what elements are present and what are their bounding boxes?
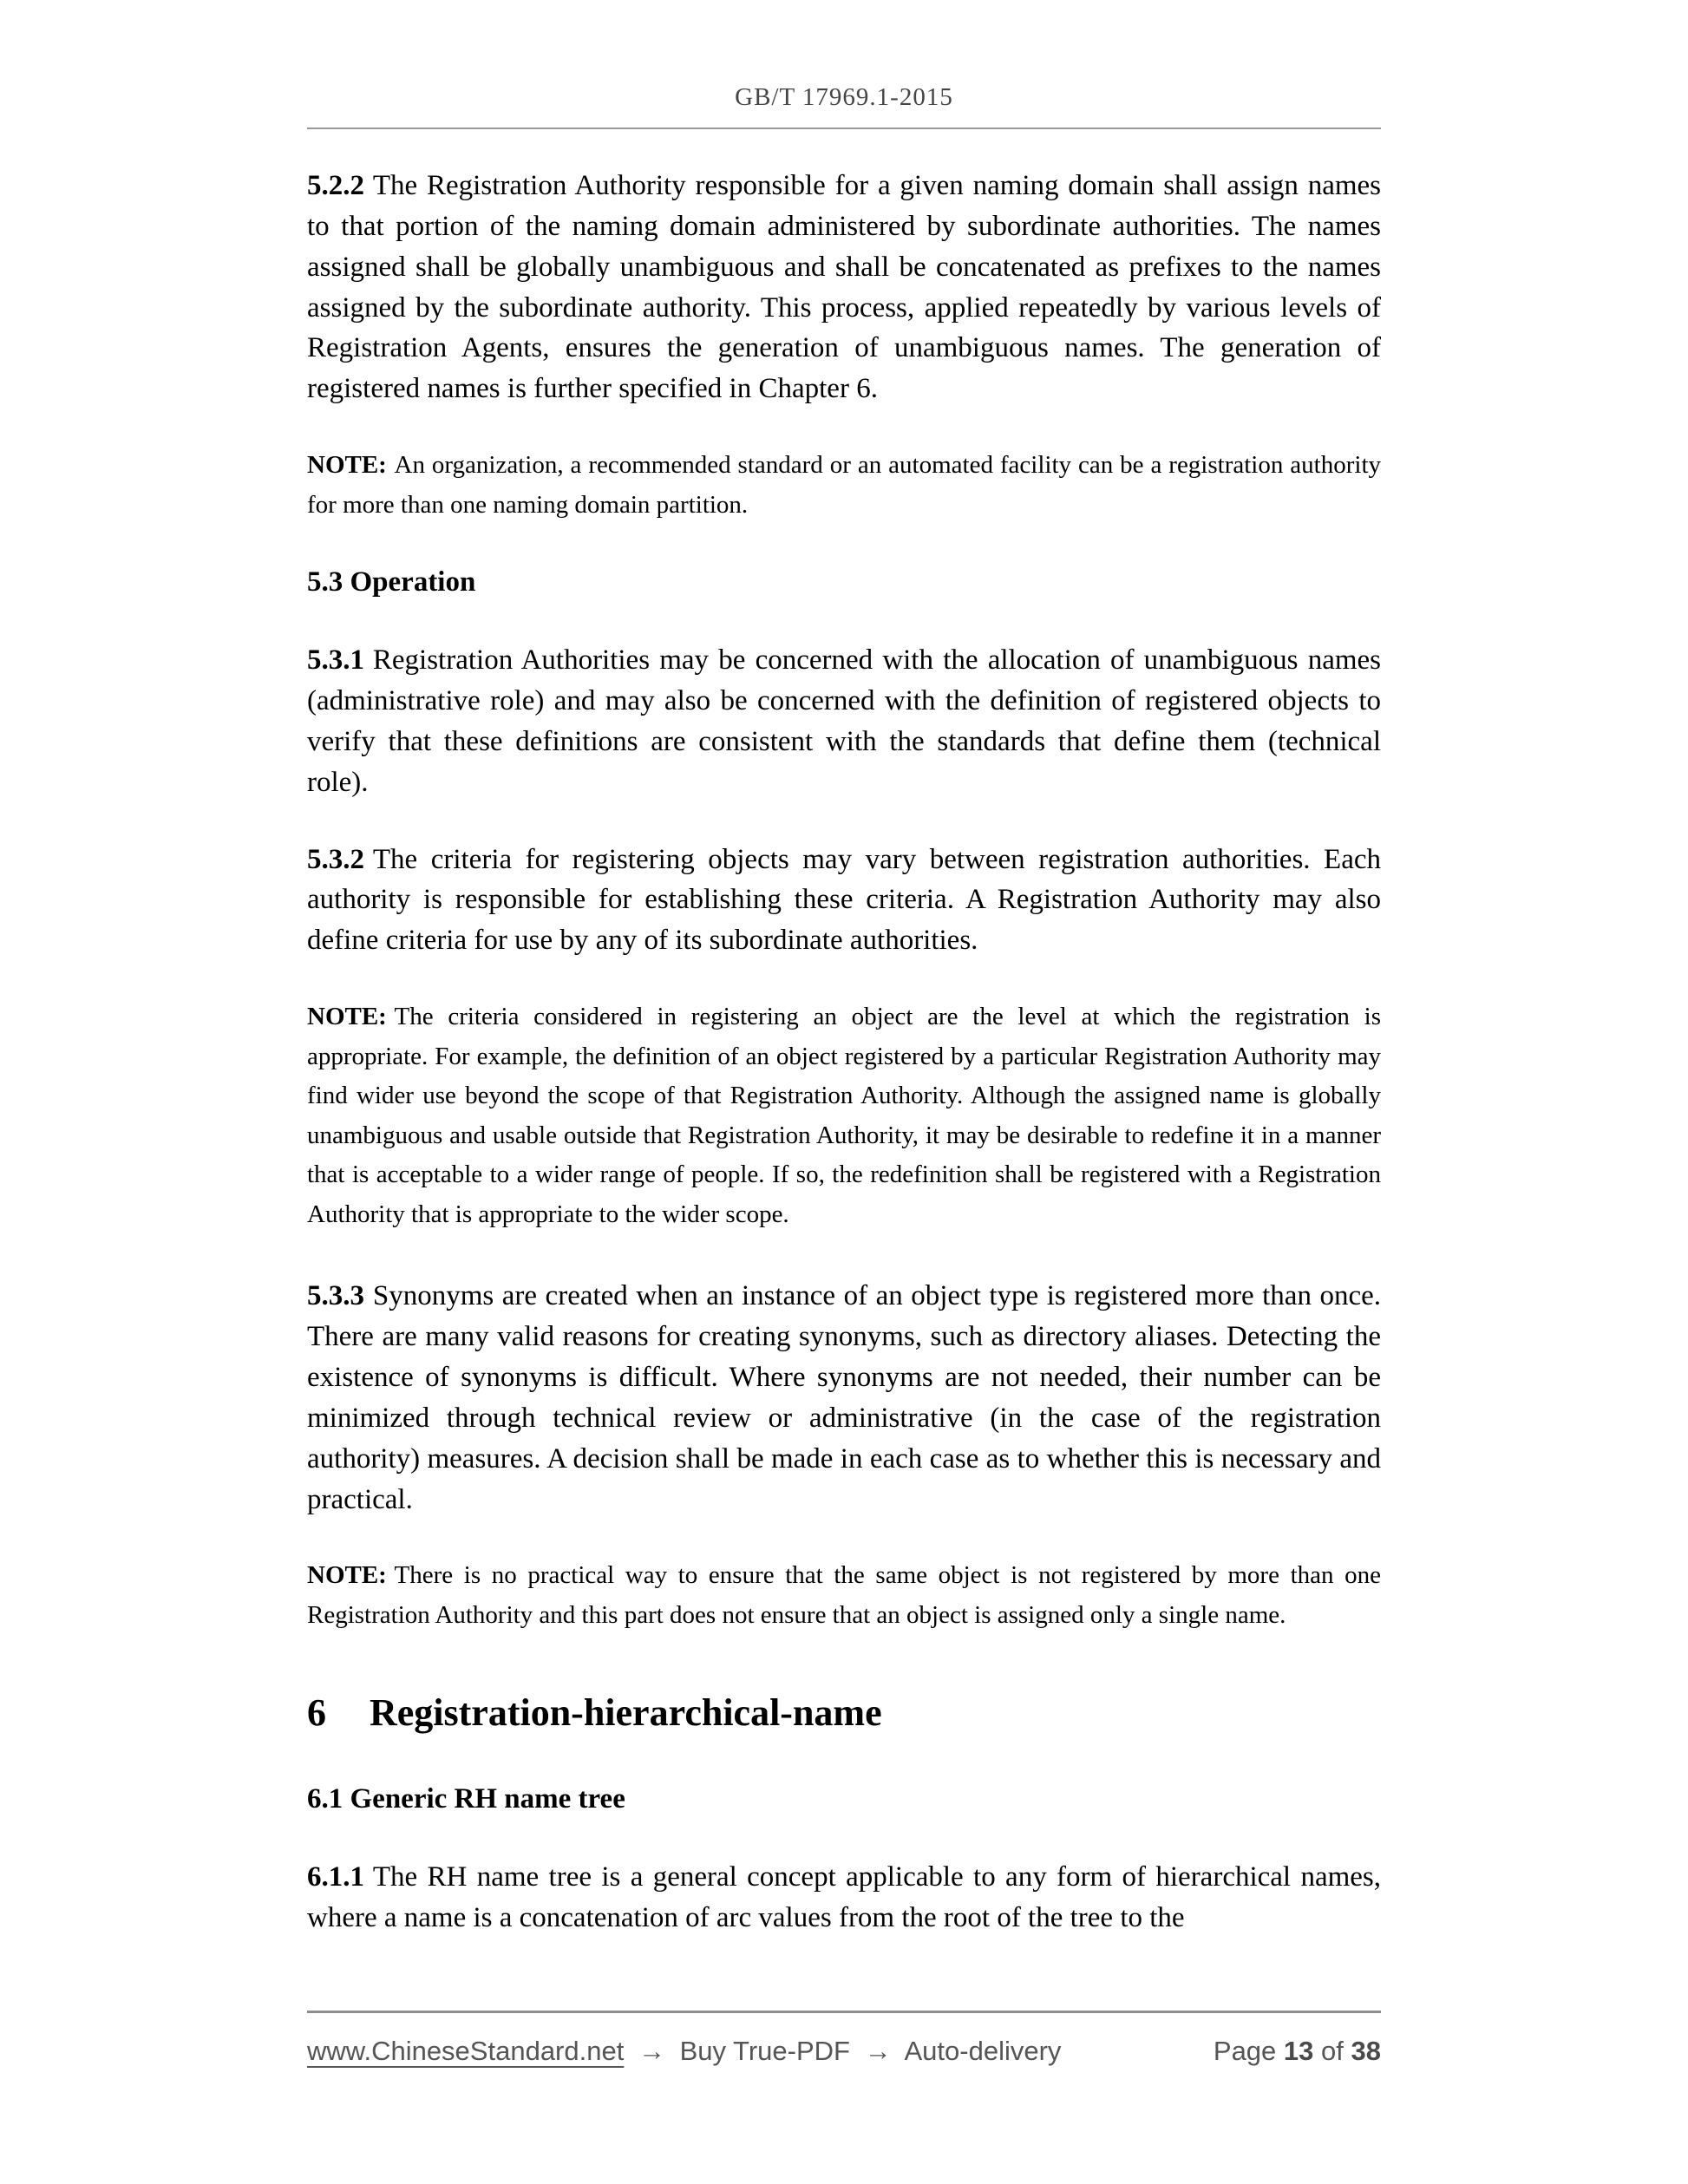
section-number: 6 bbox=[307, 1691, 326, 1735]
heading-6-registration-hierarchical-name bbox=[307, 1690, 1381, 1735]
clause-number: 5.3.3 bbox=[307, 1280, 364, 1312]
clause-text: The criteria for registering objects may vary between registration authorities. Each authority is responsible for establishing these criteria. A Registration Authority may also define criteria for use by any of its subordinate authorities. bbox=[307, 843, 1381, 957]
document-body bbox=[307, 129, 1381, 1939]
clause-paragraph-5-3-1 bbox=[307, 640, 1381, 802]
footer-delivery-label: Auto-delivery bbox=[904, 2036, 1062, 2066]
footer-buy-label: Buy True-PDF bbox=[679, 2036, 850, 2066]
clause-number: 6.1.1 bbox=[307, 1861, 364, 1893]
note-paragraph-1 bbox=[307, 446, 1381, 525]
note-text: An organization, a recommended standard or an automated facility can be a registration authority for more than one naming domain partition. bbox=[307, 451, 1381, 519]
clause-number: 5.3.2 bbox=[307, 843, 364, 875]
clause-paragraph-6-1-1 bbox=[307, 1857, 1381, 1939]
footer-divider bbox=[307, 2011, 1381, 2013]
page-footer bbox=[307, 2011, 1381, 2067]
heading-6-1-generic-rh-name-tree: 6.1 Generic RH name tree bbox=[307, 1783, 625, 1815]
clause-paragraph-5-3-2 bbox=[307, 840, 1381, 962]
clause-number: 5.3.1 bbox=[307, 644, 364, 677]
note-label: NOTE: bbox=[307, 1003, 387, 1031]
note-text: The criteria considered in registering an object are the level at which the registration is appropriate. For example, the definition of an object registered by a particular Registration Authority may find wider use beyond the scope of that Registration Authority. Although the assigned name is globally unambiguous and usable outside that Registration Authority, it may be desirable to redefine it in a manner that is acceptable to a wider range of people. If so, the redefinition shall be registered with a Registration Authority that is appropriate to the wider scope. bbox=[307, 1003, 1381, 1228]
page-header bbox=[0, 0, 1688, 129]
arrow-right-icon: → bbox=[638, 2036, 665, 2066]
clause-paragraph-5-3-3 bbox=[307, 1276, 1381, 1520]
site-link[interactable]: www.ChineseStandard.net bbox=[307, 2036, 625, 2066]
note-label: NOTE: bbox=[307, 451, 387, 480]
clause-text: The RH name tree is a general concept applicable to any form of hierarchical names, where a name is a concatenation of arc values from the root of the tree to the bbox=[307, 1861, 1381, 1934]
note-text: There is no practical way to ensure that the same object is not registered by more than one Registration Authority and this part does not ensure that an object is assigned only a single name. bbox=[307, 1561, 1381, 1629]
page-of-label: of bbox=[1321, 2036, 1344, 2066]
clause-text: The Registration Authority responsible for a given naming domain shall assign names to that portion of the naming domain administered by subordinate authorities. The names assigned shall be globally unambiguous and shall be concatenated as prefixes to the names assigned by the subordinate authority. This process, applied repeatedly by various levels of Registration Agents, ensures the generation of unambiguous names. The generation of registered names is further specified in Chapter 6. bbox=[307, 170, 1381, 405]
note-paragraph-2 bbox=[307, 997, 1381, 1234]
heading-5-3-operation: 5.3 Operation bbox=[307, 566, 476, 598]
section-title: Registration-hierarchical-name bbox=[370, 1691, 882, 1735]
clause-text: Registration Authorities may be concerned with the allocation of unambiguous names (administrative role) and may also be concerned with the definition of registered objects to verify that these definitions are consistent with the standards that define them (technical role). bbox=[307, 644, 1381, 798]
doc-number: GB/T 17969.1-2015 bbox=[735, 83, 953, 111]
page-indicator bbox=[1214, 2036, 1381, 2067]
page-label: Page bbox=[1213, 2036, 1277, 2066]
page-current: 13 bbox=[1283, 2036, 1314, 2066]
note-label: NOTE: bbox=[307, 1561, 387, 1590]
clause-paragraph-5-2-2 bbox=[307, 166, 1381, 409]
clause-number: 5.2.2 bbox=[307, 170, 364, 201]
note-paragraph-3 bbox=[307, 1556, 1381, 1635]
clause-text: Synonyms are created when an instance of an object type is registered more than once. There are many valid reasons for creating synonyms, such as directory aliases. Detecting the existence of synonyms is difficult. Where synonyms are not needed, their number can be minimized through technical review or administrative (in the case of the registration authority) measures. A decision shall be made in each case as to whether this is necessary and practical. bbox=[307, 1280, 1381, 1515]
footer-site-line bbox=[307, 2036, 1061, 2067]
arrow-right-icon: → bbox=[864, 2036, 892, 2066]
page-total: 38 bbox=[1351, 2036, 1381, 2066]
